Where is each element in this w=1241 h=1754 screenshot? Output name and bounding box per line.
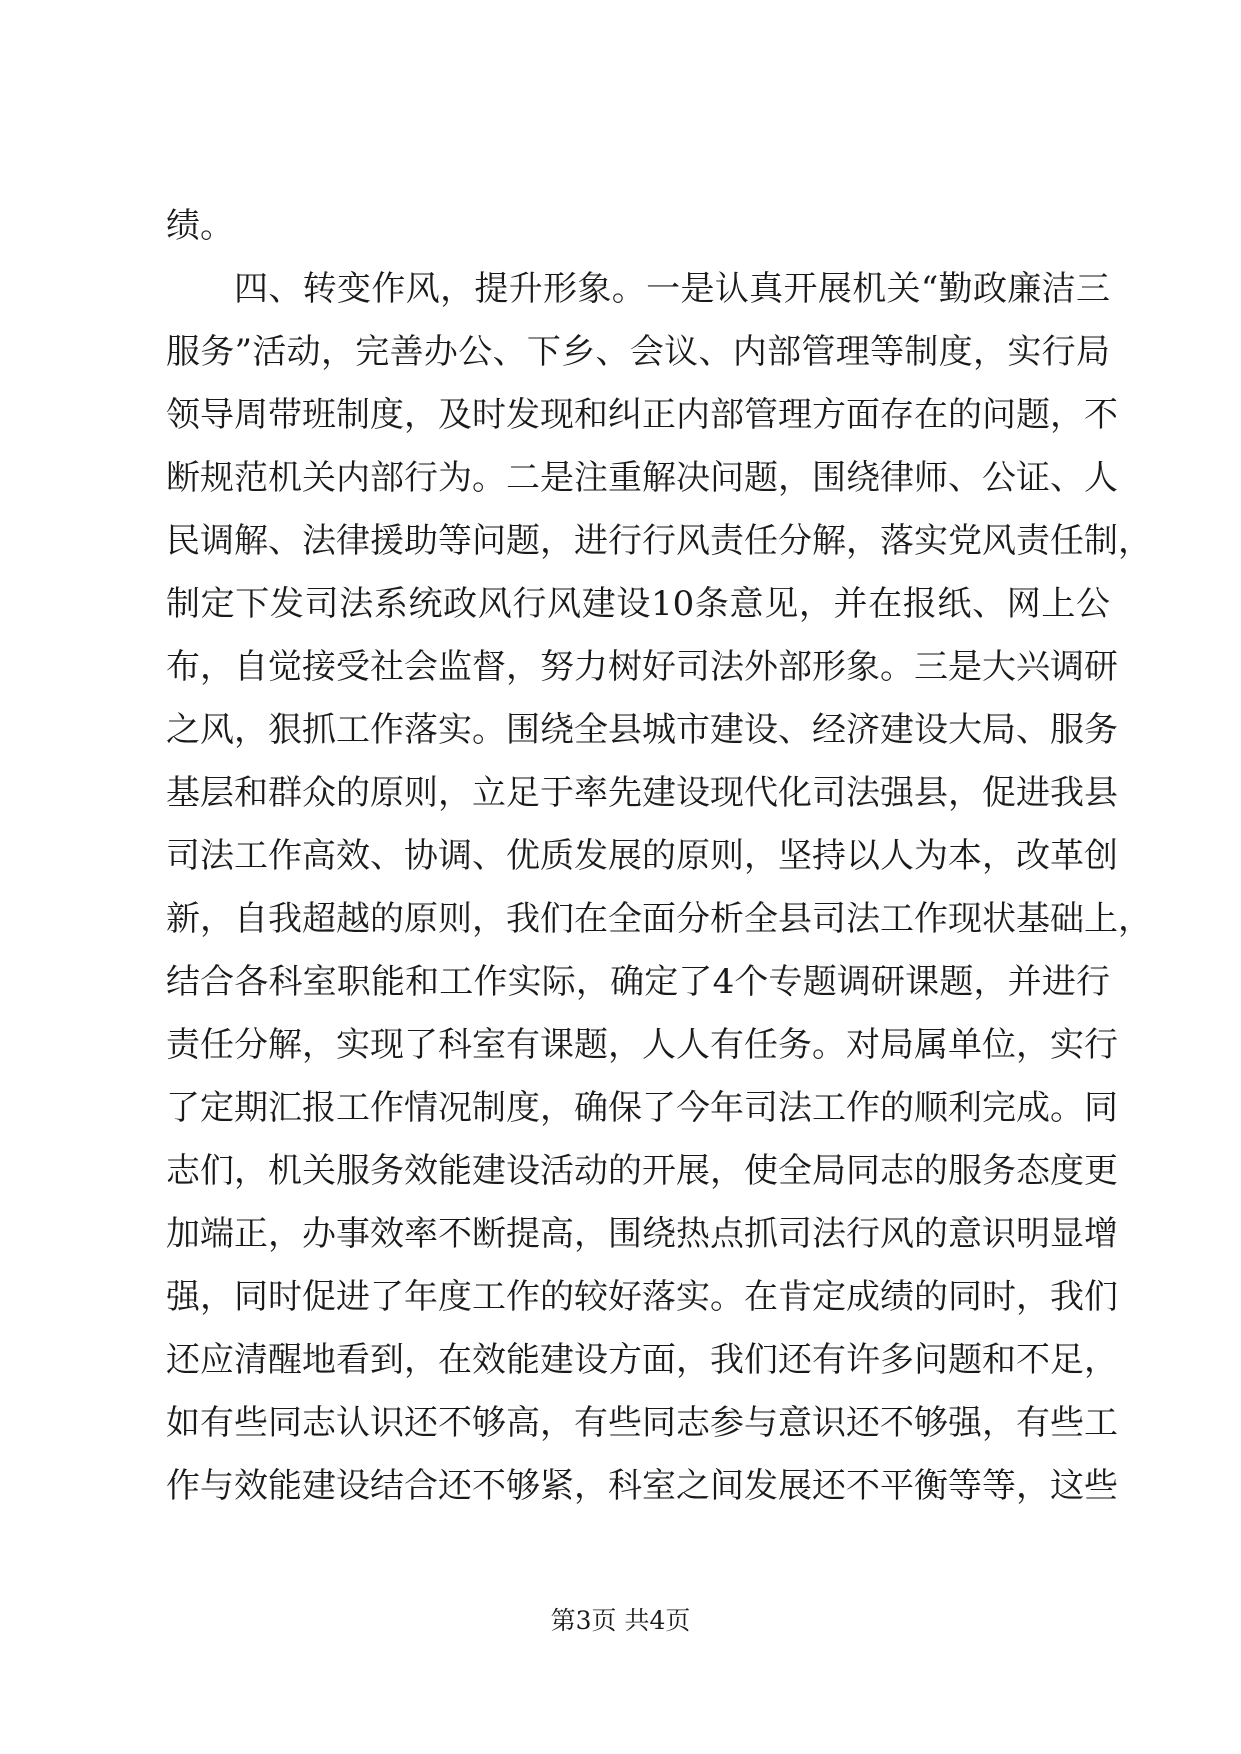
text-line: 之风，狠抓工作落实。围绕全县城市建设、经济建设大局、服务 [166,710,1118,750]
text-line: 基层和群众的原则，立足于率先建设现代化司法强县，促进我县 [166,773,1118,813]
page-number-footer: 第3页 共4页 [550,1606,691,1635]
text-line: 制定下发司法系统政风行风建设10条意见，并在报纸、网上公 [166,584,1110,624]
text-line: 还应清醒地看到，在效能建设方面，我们还有许多问题和不足， [166,1340,1118,1380]
text-line: 志们，机关服务效能建设活动的开展，使全局同志的服务态度更 [166,1151,1118,1191]
text-line: 绩。 [166,206,234,246]
text-line: 强，同时促进了年度工作的较好落实。在肯定成绩的同时，我们 [166,1277,1118,1317]
text-line: 四、转变作风，提升形象。一是认真开展机关“勤政廉洁三 [234,269,1110,309]
text-line: 领导周带班制度，及时发现和纠正内部管理方面存在的问题，不 [166,395,1118,435]
text-line: 民调解、法律援助等问题，进行行风责任分解，落实党风责任制， [166,521,1152,561]
text-line: 新，自我超越的原则，我们在全面分析全县司法工作现状基础上， [166,899,1152,939]
text-line: 司法工作高效、协调、优质发展的原则，坚持以人为本，改革创 [166,836,1118,876]
text-line: 布，自觉接受社会监督，努力树好司法外部形象。三是大兴调研 [166,647,1118,687]
text-line: 结合各科室职能和工作实际，确定了4个专题调研课题，并进行 [166,962,1110,1002]
text-line: 断规范机关内部行为。二是注重解决问题，围绕律师、公证、人 [166,458,1118,498]
text-line: 如有些同志认识还不够高，有些同志参与意识还不够强，有些工 [166,1403,1118,1443]
text-line: 责任分解，实现了科室有课题，人人有任务。对局属单位，实行 [166,1025,1118,1065]
text-line: 作与效能建设结合还不够紧，科室之间发展还不平衡等等，这些 [166,1466,1118,1506]
text-line: 加端正，办事效率不断提高，围绕热点抓司法行风的意识明显增 [166,1214,1118,1254]
text-line: 服务”活动，完善办公、下乡、会议、内部管理等制度，实行局 [166,332,1110,372]
text-line: 了定期汇报工作情况制度，确保了今年司法工作的顺利完成。同 [166,1088,1118,1128]
